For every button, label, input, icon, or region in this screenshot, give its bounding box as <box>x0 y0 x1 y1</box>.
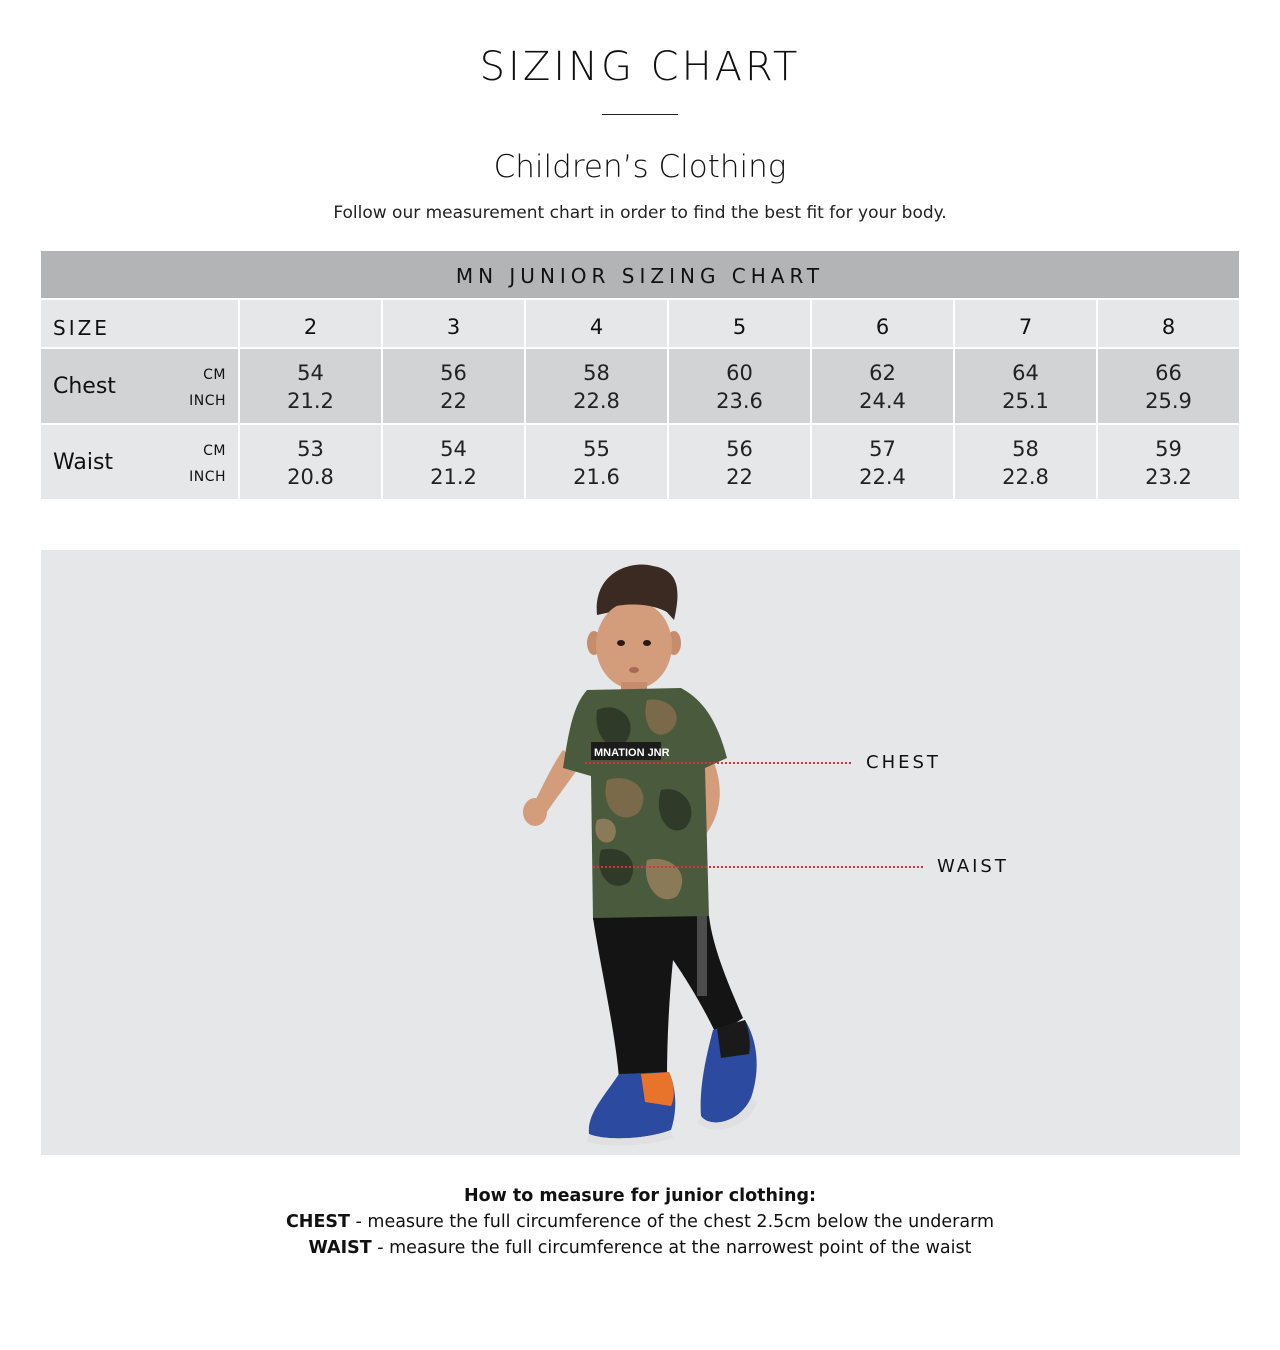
size-header-row <box>41 300 1239 347</box>
waist-value-cell <box>383 425 524 499</box>
cm-value: 56 <box>440 361 467 385</box>
size-cell: 5 <box>669 300 810 347</box>
waist-guide-label: WAIST <box>937 856 1009 877</box>
child-model-illustration <box>41 550 1240 1155</box>
chest-guide-label: CHEST <box>866 752 941 773</box>
cm-value: 62 <box>869 361 896 385</box>
waist-value-cell <box>240 425 381 499</box>
cm-value: 60 <box>726 361 753 385</box>
cm-value: 56 <box>726 437 753 461</box>
page-title: SIZING CHART <box>479 44 801 90</box>
chest-row <box>41 349 1239 423</box>
cm-value: 55 <box>583 437 610 461</box>
size-cell: 6 <box>812 300 953 347</box>
waist-instruction: - measure the full circumference at the narrowest point of the waist <box>371 1238 972 1258</box>
chest-value-cell <box>955 349 1096 423</box>
model-photo-panel <box>41 550 1240 1155</box>
inch-value: 21.2 <box>287 389 334 413</box>
chest-guide-line <box>585 762 851 764</box>
shirt-logo-text: MNATION JNR <box>594 747 670 759</box>
howto-chest-line <box>0 1212 1280 1232</box>
cm-value: 66 <box>1155 361 1182 385</box>
chest-value-cell <box>383 349 524 423</box>
waist-value-cell <box>669 425 810 499</box>
size-cell: 2 <box>240 300 381 347</box>
chest-label-cell <box>41 349 238 423</box>
title-divider <box>602 114 678 115</box>
inch-value: 23.6 <box>716 389 763 413</box>
inch-value: 22 <box>726 465 753 489</box>
chest-label: Chest <box>53 374 116 399</box>
inch-value: 22 <box>440 389 467 413</box>
page-subtitle: Children’s Clothing <box>493 149 787 185</box>
unit-inch-label: INCH <box>189 393 226 409</box>
inch-value: 24.4 <box>859 389 906 413</box>
unit-inch-label: INCH <box>189 469 226 485</box>
cm-value: 64 <box>1012 361 1039 385</box>
size-cell: 8 <box>1098 300 1239 347</box>
cm-value: 59 <box>1155 437 1182 461</box>
chest-value-cell <box>526 349 667 423</box>
inch-value: 22.4 <box>859 465 906 489</box>
howto-waist-line <box>0 1238 1280 1258</box>
size-label-cell <box>41 300 238 347</box>
inch-value: 25.9 <box>1145 389 1192 413</box>
chest-value-cell <box>1098 349 1239 423</box>
inch-value: 22.8 <box>1002 465 1049 489</box>
unit-cm-label: CM <box>203 443 226 459</box>
waist-label: Waist <box>53 450 114 475</box>
cm-value: 54 <box>440 437 467 461</box>
intro-text: Follow our measurement chart in order to find the best fit for your body. <box>333 203 947 223</box>
howto-heading: How to measure for junior clothing: <box>463 1186 816 1206</box>
waist-value-cell <box>1098 425 1239 499</box>
unit-cm-label: CM <box>203 367 226 383</box>
inch-value: 22.8 <box>573 389 620 413</box>
size-cell: 3 <box>383 300 524 347</box>
sizing-table <box>41 251 1239 499</box>
chest-instruction: - measure the full circumference of the chest 2.5cm below the underarm <box>349 1212 995 1232</box>
size-cell: 4 <box>526 300 667 347</box>
chest-value-cell <box>669 349 810 423</box>
chest-value-cell <box>240 349 381 423</box>
waist-row <box>41 425 1239 499</box>
inch-value: 25.1 <box>1002 389 1049 413</box>
size-cell: 7 <box>955 300 1096 347</box>
chest-value-cell <box>812 349 953 423</box>
cm-value: 57 <box>869 437 896 461</box>
inch-value: 21.6 <box>573 465 620 489</box>
chest-term: CHEST <box>285 1212 350 1232</box>
size-label: SIZE <box>53 316 110 340</box>
waist-label-cell <box>41 425 238 499</box>
cm-value: 53 <box>297 437 324 461</box>
waist-term: WAIST <box>308 1238 372 1258</box>
cm-value: 58 <box>1012 437 1039 461</box>
waist-value-cell <box>812 425 953 499</box>
inch-value: 23.2 <box>1145 465 1192 489</box>
cm-value: 54 <box>297 361 324 385</box>
waist-value-cell <box>526 425 667 499</box>
table-heading: MN JUNIOR SIZING CHART <box>41 251 1239 298</box>
inch-value: 20.8 <box>287 465 334 489</box>
waist-guide-line <box>593 866 923 868</box>
cm-value: 58 <box>583 361 610 385</box>
inch-value: 21.2 <box>430 465 477 489</box>
waist-value-cell <box>955 425 1096 499</box>
